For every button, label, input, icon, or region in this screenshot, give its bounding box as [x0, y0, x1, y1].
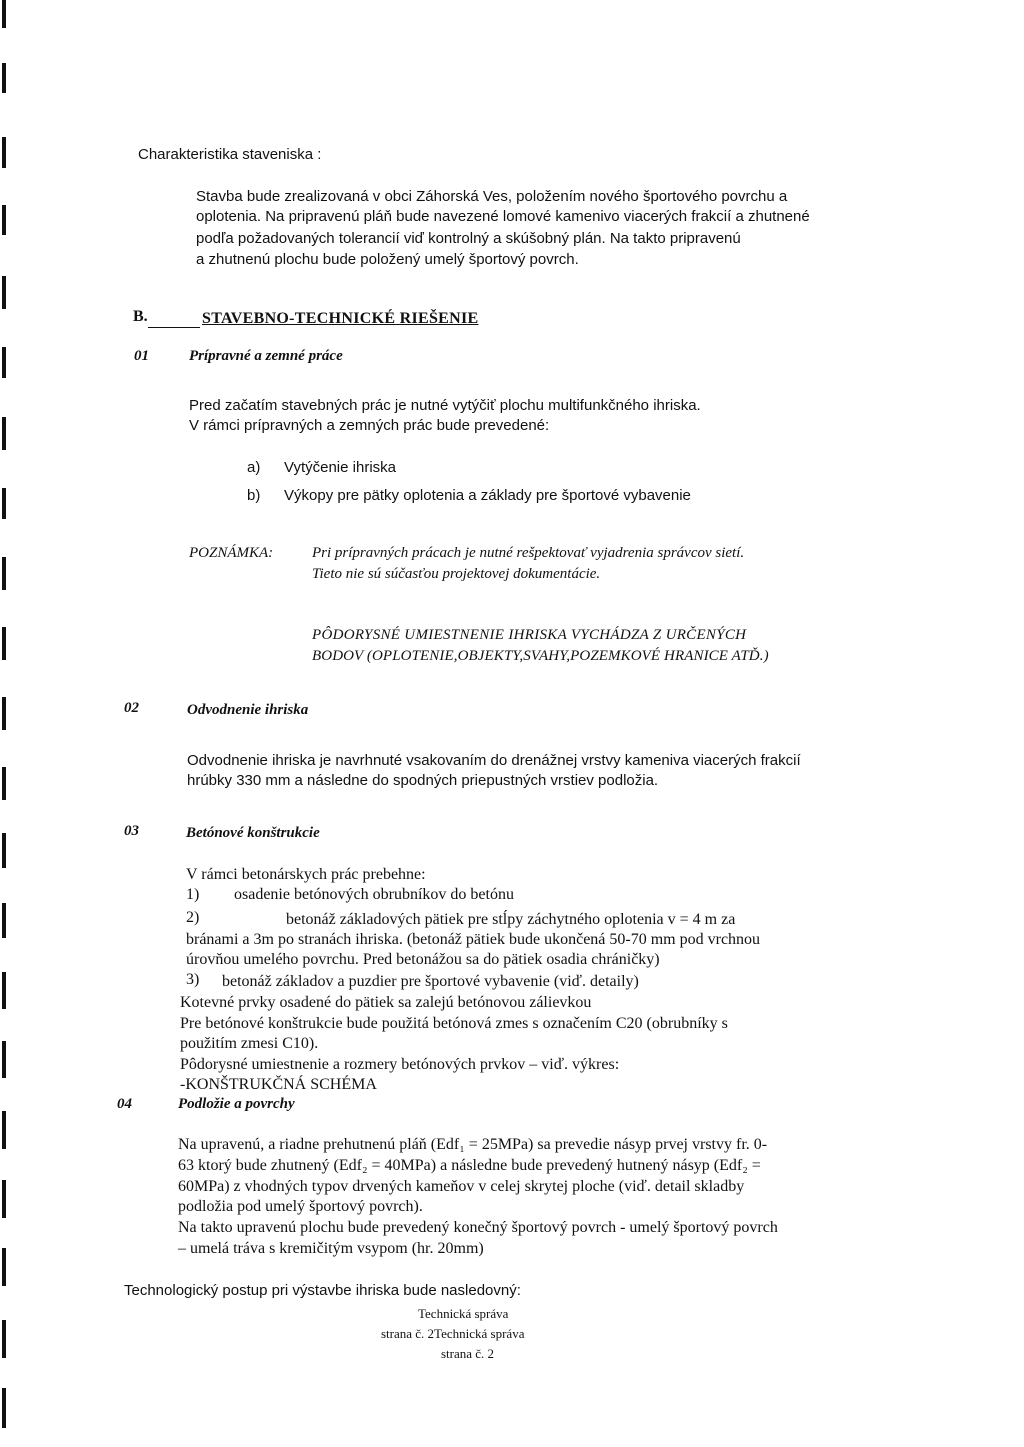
binder-mark — [2, 557, 6, 590]
section-heading: Podložie a povrchy — [178, 1096, 295, 1112]
binder-mark — [2, 417, 6, 450]
intro-line: oplotenia. Na pripravenú pláň bude navezené lomové kamenivo viacerých frakcií a zhutnené — [196, 208, 810, 225]
binder-mark — [2, 276, 6, 309]
section-title: STAVEBNO-TECHNICKÉ RIEŠENIE — [202, 310, 479, 327]
paragraph-line: Na takto upravenú plochu bude prevedený konečný športový povrch - umelý športový povrch — [178, 1219, 778, 1236]
list-marker: 3) — [186, 971, 200, 988]
intro-heading: Charakteristika staveniska : — [138, 146, 322, 163]
paragraph-line: použitím zmesi C10). — [180, 1035, 319, 1052]
list-marker: a) — [247, 459, 261, 476]
binder-mark — [2, 347, 6, 378]
binder-mark — [2, 627, 6, 660]
binder-mark — [2, 488, 6, 519]
binder-mark — [2, 903, 6, 938]
section-number: 03 — [124, 823, 139, 839]
paragraph-line: – umelá tráva s kremičitým vsypom (hr. 20mm) — [178, 1240, 484, 1257]
section-number: 02 — [124, 700, 139, 716]
paragraph-line: Pre betónové konštrukcie bude použitá betónová zmes s označením C20 (obrubníky s — [180, 1015, 728, 1032]
intro-line: a zhutnenú plochu bude položený umelý športový povrch. — [196, 251, 579, 268]
intro-line: Stavba bude zrealizovaná v obci Záhorská Ves, položením nového športového povrchu a — [196, 188, 788, 205]
paragraph-line: -KONŠTRUKČNÁ SCHÉMA — [180, 1076, 377, 1093]
technology-line: Technologický postup pri výstavbe ihriska bude nasledovný: — [124, 1282, 521, 1299]
paragraph-line: 63 ktorý bude zhutnený (Edf₂ = 40MPa) a následne bude prevedený hutnený násyp (Edf₂ = — [178, 1157, 761, 1174]
list-item: Vytýčenie ihriska — [284, 459, 396, 476]
paragraph-line: Pred začatím stavebných prác je nutné vytýčiť plochu multifunkčného ihriska. — [189, 397, 701, 414]
paragraph-line: úrovňou umelého povrchu. Pred betonážou sa do pätiek osadia chráničky) — [186, 951, 660, 968]
section-letter: B. — [133, 308, 148, 325]
paragraph-line: Pôdorysné umiestnenie a rozmery betónových prvkov – viď. výkres: — [180, 1056, 620, 1073]
list-marker: b) — [247, 487, 261, 504]
paragraph-line: hrúbky 330 mm a následne do spodných priepustných vrstiev podložia. — [187, 772, 659, 789]
binder-mark — [2, 63, 6, 93]
binder-mark — [2, 1248, 6, 1286]
paragraph-line: Kotevné prvky osadené do pätiek sa zalejú betónovou zálievkou — [180, 994, 592, 1011]
placement-line: PÔDORYSNÉ UMIESTNENIE IHRISKA VYCHÁDZA Z URČENÝCH — [312, 627, 747, 643]
paragraph-line: Na upravenú, a riadne prehutnenú pláň (Edf₁ = 25MPa) sa prevedie násyp prvej vrstvy fr. 0- — [178, 1136, 768, 1153]
list-item: osadenie betónových obrubníkov do betónu — [234, 886, 514, 903]
paragraph-line: Odvodnenie ihriska je navrhnuté vsakovaním do drenážnej vrstvy kameniva viacerých frakcií — [187, 752, 801, 769]
binder-mark — [2, 0, 6, 28]
binder-mark — [2, 1180, 6, 1218]
section-heading: Prípravné a zemné práce — [189, 348, 343, 364]
paragraph-line: V rámci betonárskych prác prebehne: — [186, 866, 426, 883]
footer-line: Technická správa — [418, 1306, 509, 1321]
paragraph-line: bránami a 3m po stranách ihriska. (betonáž pätiek bude ukončená 50-70 mm pod vrchnou — [186, 931, 761, 948]
section-heading: Odvodnenie ihriska — [187, 702, 309, 718]
placement-line: BODOV (OPLOTENIE,OBJEKTY,SVAHY,POZEMKOVÉ HRANICE ATĎ.) — [312, 648, 769, 664]
footer-line: strana č. 2 — [441, 1346, 495, 1361]
binder-mark — [2, 767, 6, 800]
binder-mark — [2, 833, 6, 868]
paragraph-line: V rámci prípravných a zemných prác bude prevedené: — [189, 417, 550, 434]
paragraph-line: 60MPa) z vhodných typov drvených kameňov v celej skrytej ploche (viď. detail skladby — [178, 1178, 745, 1195]
list-item: Výkopy pre pätky oplotenia a základy pre športové vybavenie — [284, 487, 691, 504]
binder-mark — [2, 972, 6, 1009]
heading-rule — [148, 327, 200, 328]
section-number: 04 — [117, 1096, 132, 1112]
note-label: POZNÁMKA: — [189, 545, 274, 561]
note-line: Pri prípravných prácach je nutné rešpektovať vyjadrenia správcov sietí. — [312, 545, 745, 561]
binder-mark — [2, 205, 6, 235]
section-heading: Betónové konštrukcie — [186, 825, 320, 841]
binder-mark — [2, 1111, 6, 1149]
binder-mark — [2, 137, 6, 168]
list-marker: 2) — [186, 909, 200, 926]
list-item: betonáž základových pätiek pre stĺpy záchytného oplotenia v = 4 m za — [286, 911, 736, 928]
intro-line: podľa požadovaných tolerancií viď kontrolný a skúšobný plán. Na takto pripravenú — [196, 230, 741, 247]
footer-line: strana č. 2Technická správa — [381, 1326, 525, 1341]
binder-mark — [2, 697, 6, 730]
list-marker: 1) — [186, 886, 200, 903]
binder-mark — [2, 1388, 6, 1428]
section-number: 01 — [134, 348, 149, 364]
note-line: Tieto nie sú súčasťou projektovej dokumentácie. — [312, 566, 601, 582]
paragraph-line: podložia pod umelý športový povrch). — [178, 1198, 423, 1215]
list-item: betonáž základov a puzdier pre športové vybavenie (viď. detaily) — [222, 973, 639, 990]
binder-mark — [2, 1041, 6, 1078]
binder-mark — [2, 1320, 6, 1358]
